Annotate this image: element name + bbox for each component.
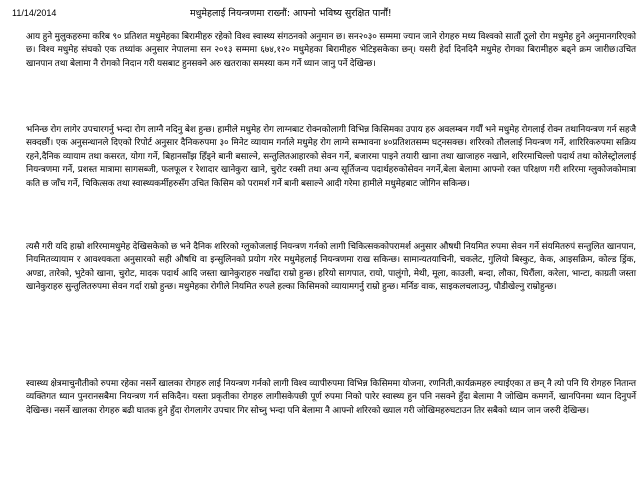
print-date: 11/14/2014 <box>12 8 57 18</box>
paragraph-conclusion: स्वास्थ्य क्षेत्रमाचुनौतीको रुपमा रहेका नसर्ने खालका रोगहरु लाई नियन्त्रण गर्नको लागी विश्व व्यापीरुपमा विभिन्न किसिममा योजना, रणनिती,कार्यक्रमहरु ल्याईएका त छन् नै त्यो पनि यि रोगहरु नितान्त व्यक्तिगत ध्यान पुनरानसबैमा नियन्त्रण गर्न सकिदैन। यस्ता प्रकृतीका रोगहरु लागीसकेपछी पूर्ण रुपमा निको पारेर स्वास्थ्य हुन पनि नसक्ने हुँदा बेलामा नै जोखिम कमगर्ने, खानपिनमा ध्यान दिनुपर्ने देखिन्छ। नसर्ने खालका रोगहरु बढी घातक हुने हुँदा रोगलागेर उपचार गिर सोच्नु भन्दा पनि बेलामा नै आफ्नो शरिरको ख्याल गरी जोखिमहरुघटाउन तिर सबैको ध्यान जान जरुरी देखिन्छ। <box>26 379 636 416</box>
article-title: मधुमेहलाई नियन्त्रणमा राख्नौं: आफ्नो भविष्य सुरक्षित पार्नौं! <box>190 8 392 19</box>
paragraph-intro: आय हुने मुलुकहरुमा करिब ९० प्रतिशत मधुमेहका बिरामीहरु रहेको विश्व स्वास्थ्य संगठनको अनुमान छ। सन२०३० सम्ममा ज्यान जाने रोगहरु मध्य विश्वको सातौं ठूलो रोग मधुमेह हुने अनुमानगरिएको छ। विश्व मधुमेह संघको एक तथ्यांक अनुसार नेपालमा सन २०१३ सम्ममा ६७४,१२० मधुमेहका बिरामीहरु भेटिइसकेका छन्। यसरी हेर्दा दिनदिनै मधुमेह रोगका बिरामीहरु बढ्ने क्रम जारीछ।उचित खानपान तथा बेलामा नै रोगको निदान गरी यसबाट हुनसक्ने अरु खतराका समस्या कम गर्ने ध्यान जानु पर्ने देखिन्छ। <box>26 32 636 69</box>
paragraph-control: त्यसै गरी यदि हाम्रो शरिरमामधुमेह देखिसकेको छ भने दैनिक शरिरको ग्लुकोजलाई नियन्त्रण गर्नको लागी चिकित्सककोपरामर्श अनुसार औषधी नियमित रुपमा सेवन गर्ने संयमितरुपं सन्तुलित खानपान, नियमितव्यायाम र आवश्यकता अनुसारको सही औषधि वा इन्सुलिनको प्रयोग गरेर मधुमेहलाई नियन्त्रणमा राख सकिन्छ। सामान्यतयाचिनी, चकलेट, गुलियो बिस्कुट, केक, आइसक्रिम, कोल्ड ड्रिंक, अण्डा, तारेको, भुटेको खाना, चुरोट, मादक पदार्थ आदि जस्ता खानेकुराहरु नखाँदा राम्रो हुन्छ। हरियो सागपात, रायो, पालुंगो, मेथी, मूला, काउली, बन्दा, लौका, घिरौंला, करेला, भान्टा, काग्रती जस्ता खानेकुराहरु सुन्तुलितरुपमा सेवन गर्दा राम्रो हुन्छ। मधुमेहका रोगीले नियमित रुपले हल्का किसिमको व्यायामगर्नु राम्रो हुन्छ। मर्निङ वाक, साइकलचलाउनु, पौडीखेल्नु राम्रोहुन्छ। <box>26 242 636 293</box>
paragraph-prevention: भनिन्छ रोग लागेर उपचारगर्नु भन्दा रोग लाग्नै नदिनु बेश हुन्छ। हामीले मधुमेह रोग लाग्नबाट रोक्नकोलागी विभिन्न किसिमका उपाय हरु अवलम्बन गर्यौं भने मधुमेह रोगलाई रोक्न तथानियन्त्रण गर्न सहजै सक्दछौं। एक अनुसन्धानले दिएको रिपोर्ट अनुसार दैनिकरुपमा ३० मिनेट व्यायाम गर्नाले मधुमेह रोग लाग्ने सम्भावना ४०प्रतिशतसम्म घट्नसक्छ। शरिरको तौललाई नियन्त्रण गर्ने, शारिरिकरुपमा सक्रिय रहने,दैनिक व्यायाम तथा कसरत, योगा गर्ने, बिहानसाँझ हिँड्ने बानी बसाल्ने, सन्तुलितआहारको सेवन गर्ने, बजारमा पाइने तयारी खाना तथा खाजाहरु नखाने, शरिरमाचिल्लो पदार्थ तथा कोलेस्ट्रोललाई नियन्त्रणमा गर्ने, प्रशस्त मात्रामा सागसब्जी, फलफूल र रेशादार खानेकुरा खाने, चुरोट रक्सी तथा अन्य सूर्तिजन्य पदार्थहरुकोसेवन नगर्ने,बेला बेलामा आफ्नो रक्त परिक्षण गरी शरिरमा ग्लुकोजकोमात्रा कति छ जाँच गर्ने, चिकित्सक तथा स्वास्थ्यकर्मीहरुसँग उचित किसिम को परामर्श गर्ने बानी बसाल्ने आदी गरेमा हामीले मधुमेहबाट जोगिन सकिन्छ। <box>26 125 636 189</box>
page-header <box>10 0 636 24</box>
